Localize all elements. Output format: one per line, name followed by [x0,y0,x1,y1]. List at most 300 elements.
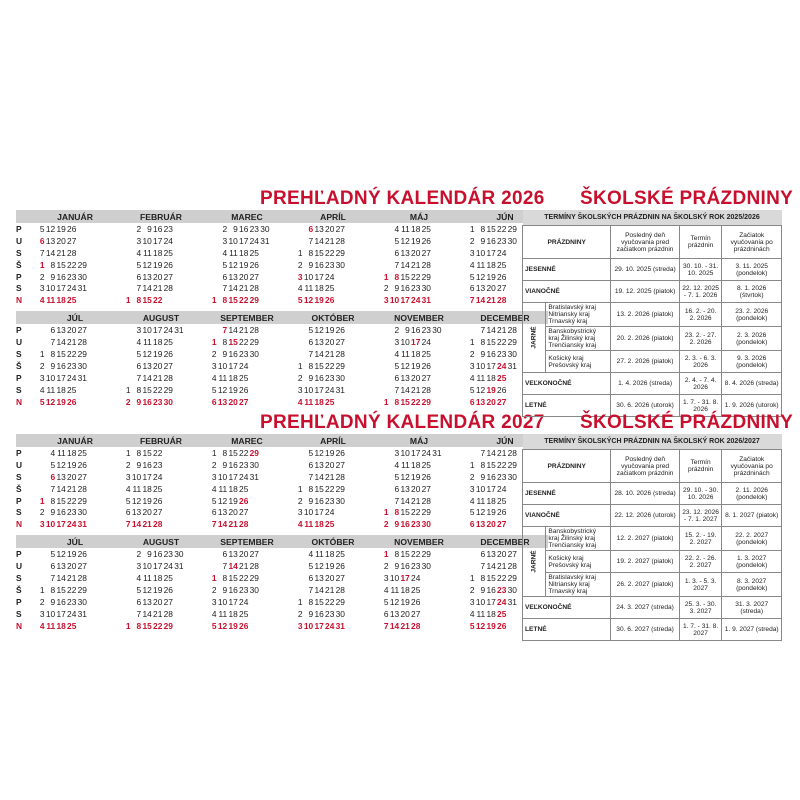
day-number: 1 [383,507,389,518]
day-number: 10 [400,337,410,348]
day-number: 28 [249,561,259,572]
day-number: 17 [56,372,66,383]
holiday-name: JESENNÉ [523,483,611,505]
month-days [32,247,118,259]
day-number: 13 [228,549,238,560]
day-number: 2 [469,584,475,595]
month-days [204,584,290,596]
day-number: 19 [400,596,410,607]
day-number: 21 [153,283,163,294]
month-days [290,235,376,247]
day-number: 3 [39,372,45,383]
day-number: 28 [77,572,87,583]
day-number: 1 [125,384,131,395]
day-number: 17 [56,608,66,619]
month-days [376,506,462,518]
day-number: 10 [303,507,314,518]
day-number: 12 [389,596,400,607]
day-number: 9 [480,584,486,595]
day-number: 31 [507,596,517,607]
day-label: N [16,519,23,530]
day-number: 25 [239,483,249,494]
day-number: 27 [77,471,87,482]
holiday-start: 22. 2. 2027 (pondelok) [722,527,782,551]
day-number: 25 [497,259,507,270]
day-number: 23 [325,372,335,383]
day-number: 3 [211,360,217,371]
month-days [376,495,462,507]
month-days [32,360,118,372]
month-days [32,384,118,396]
day-label: P [16,271,22,282]
day-number: 27 [239,396,249,407]
month-days [118,223,204,235]
day-number: 27 [411,608,421,619]
day-number: 6 [50,325,56,336]
day-number: 5 [39,223,45,234]
day-number: 21 [325,471,335,482]
day-number: 15 [142,447,152,458]
month-days [118,459,204,471]
month-name: MÁJ [376,210,462,223]
month-days [376,271,462,283]
day-number: 28 [153,519,163,530]
day-number: 11 [143,337,152,348]
week-row [16,348,548,360]
day-number: 7 [480,325,486,336]
week-row [16,620,548,632]
day-number: 23 [411,283,421,294]
day-number: 25 [67,620,77,631]
day-number: 4 [297,519,303,530]
column-header: Termín prázdnin [679,450,722,483]
day-number: 20 [153,360,163,371]
day-number: 13 [486,549,496,560]
day-number: 31 [77,519,87,530]
day-number: 4 [136,247,142,258]
day-number: 28 [335,348,345,359]
day-number: 19 [153,348,163,359]
holiday-last: 13. 2. 2026 (piatok) [611,303,679,327]
day-number: 8 [394,271,400,282]
day-number: 13 [475,283,486,294]
day-number: 20 [67,325,77,336]
day-number: 12 [400,360,410,371]
holiday-start: 31. 3. 2027 (streda) [722,597,782,619]
day-number: 1 [469,459,475,470]
day-number: 2 [39,507,45,518]
month-days [32,259,118,271]
day-number: 14 [314,235,324,246]
day-number: 28 [421,495,431,506]
day-number: 15 [142,384,152,395]
month-days [376,620,462,632]
day-number: 24 [67,372,77,383]
month-days [118,247,204,259]
month-days [376,324,462,336]
month-days [204,223,290,235]
day-number: 18 [411,459,421,470]
day-number: 13 [389,608,400,619]
day-number: 22 [67,495,77,506]
header-row [523,226,782,259]
day-number: 25 [67,384,77,395]
day-number: 12 [56,459,66,470]
month-days [290,447,376,459]
day-number: 6 [125,507,131,518]
day-number: 20 [325,459,335,470]
day-number: 2 [297,259,303,270]
day-number: 28 [67,247,77,258]
calendar-2027 [16,434,548,631]
day-number: 4 [136,572,142,583]
day-number: 25 [497,495,507,506]
day-number: 10 [45,283,56,294]
day-number: 4 [469,372,475,383]
day-number: 26 [335,325,345,336]
day-number: 19 [228,620,238,631]
day-number: 9 [308,259,314,270]
day-number: 15 [400,507,410,518]
day-number: 26 [497,620,507,631]
day-number: 31 [260,235,270,246]
day-number: 31 [507,360,517,371]
day-number: 14 [142,608,152,619]
day-number: 17 [314,384,324,395]
day-number: 29 [335,596,345,607]
holiday-term: 29. 10. - 30. 10. 2026 [679,483,722,505]
day-number: 21 [239,283,249,294]
day-number: 9 [394,561,400,572]
day-number: 24 [163,325,173,336]
day-number: 14 [475,295,486,306]
day-number: 12 [45,396,56,407]
day-number: 5 [469,271,475,282]
day-number: 9 [222,348,228,359]
calendar-grid [16,210,548,407]
week-row [16,259,548,271]
day-label: P [16,495,22,506]
day-number: 3 [222,235,228,246]
day-number: 8 [136,295,142,306]
day-number: 20 [142,507,152,518]
month-days [376,336,462,348]
day-number: 15 [400,549,410,560]
day-number: 23 [163,223,173,234]
day-number: 12 [217,620,228,631]
day-number: 9 [394,283,400,294]
day-number: 10 [142,235,152,246]
day-number: 26 [249,259,259,270]
day-number: 20 [153,271,163,282]
day-label: S [16,348,22,359]
day-number: 6 [469,283,475,294]
month-days [376,459,462,471]
day-number: 13 [314,223,324,234]
day-number: 1 [469,223,475,234]
holiday-start: 1. 9. 2027 (streda) [722,619,782,641]
day-number: 18 [67,447,77,458]
month-name: APRÍL [290,434,376,447]
day-number: 27 [421,247,431,258]
day-number: 4 [125,483,131,494]
day-number: 30 [77,507,87,518]
day-number: 27 [497,283,507,294]
day-number: 13 [400,372,410,383]
day-number: 17 [486,483,496,494]
week-row [16,223,548,235]
day-label: S [16,247,22,258]
day-number: 13 [217,507,228,518]
month-days [204,324,290,336]
day-number: 8 [480,223,486,234]
day-number: 27 [335,223,345,234]
day-number: 3 [297,620,303,631]
day-number: 28 [77,337,87,348]
month-header-row [16,210,548,223]
week-row [16,396,548,408]
day-number: 29 [507,337,517,348]
month-days [204,483,290,495]
calendar-title-2026: PREHĽADNÝ KALENDÁR 2026 [260,188,545,209]
day-number: 9 [405,325,410,336]
day-number: 18 [56,620,66,631]
day-number: 27 [77,561,87,572]
holiday-last: 19. 12. 2025 (piatok) [611,281,679,303]
day-number: 13 [56,471,66,482]
day-number: 5 [50,459,56,470]
day-number: 14 [314,584,324,595]
day-number: 30 [507,584,517,595]
day-number: 16 [400,283,410,294]
day-number: 24 [497,483,507,494]
day-number: 12 [45,223,56,234]
column-header: Termín prázdnin [679,226,722,259]
month-days [290,584,376,596]
week-row [16,235,548,247]
day-number: 20 [486,396,496,407]
day-number: 21 [56,247,66,258]
day-number: 5 [211,620,217,631]
day-number: 6 [136,271,142,282]
region: Bratislavský kraj Nitriansky kraj Trnavský kraj [546,573,611,597]
day-number: 5 [211,495,217,506]
day-number: 7 [136,372,142,383]
month-days [118,235,204,247]
column-header: Posledný deň vyučovania pred začiatkom prázdnin [611,450,679,483]
day-number: 20 [67,561,77,572]
day-number: 21 [325,584,335,595]
day-number: 5 [394,471,400,482]
month-days [204,518,290,530]
day-number: 9 [480,348,486,359]
day-number: 20 [325,337,335,348]
day-number: 19 [486,384,496,395]
month-days [204,360,290,372]
day-number: 27 [163,271,173,282]
day-number: 26 [335,561,345,572]
day-number: 23 [325,495,335,506]
day-number: 5 [125,495,131,506]
month-days [376,572,462,584]
week-row [16,471,548,483]
month-days [376,247,462,259]
week-row [16,495,548,507]
month-days [290,596,376,608]
month-days [32,506,118,518]
day-number: 10 [475,247,486,258]
day-number: 14 [486,561,496,572]
day-number: 30 [249,348,259,359]
day-number: 30 [507,235,517,246]
day-number: 7 [50,572,56,583]
month-days [32,483,118,495]
day-number: 6 [222,271,228,282]
day-number: 10 [217,471,228,482]
day-number: 11 [390,584,400,595]
caption-row [523,434,782,450]
day-number: 11 [304,283,314,294]
day-number: 22 [153,384,163,395]
day-number: 25 [497,372,507,383]
day-number: 3 [469,360,475,371]
month-days [290,495,376,507]
day-number: 11 [46,295,56,306]
day-number: 15 [56,348,66,359]
month-days [376,596,462,608]
day-number: 21 [400,620,410,631]
day-number: 26 [67,396,77,407]
day-number: 17 [239,235,249,246]
day-number: 14 [131,519,142,530]
month-days [118,348,204,360]
day-number: 19 [325,561,335,572]
month-days [290,324,376,336]
day-number: 12 [217,495,228,506]
month-name: NOVEMBER [376,535,462,548]
holiday-start: 1. 9. 2026 (utorok) [722,395,782,417]
day-number: 24 [411,295,421,306]
day-number: 29 [77,584,87,595]
day-number: 17 [411,447,421,458]
day-number: 20 [325,572,335,583]
month-name: DECEMBER [462,311,548,324]
holiday-start: 8. 4. 2026 (streda) [722,373,782,395]
day-number: 22 [497,459,507,470]
day-number: 20 [400,608,410,619]
day-number: 7 [480,447,486,458]
day-number: 14 [314,471,324,482]
day-number: 12 [475,384,486,395]
month-days [32,584,118,596]
day-number: 2 [125,459,131,470]
month-days [204,396,290,408]
month-days [32,620,118,632]
day-number: 1 [383,549,389,560]
day-number: 9 [480,235,486,246]
day-number: 4 [39,295,45,306]
week-row [16,271,548,283]
day-number: 15 [56,259,66,270]
day-number: 5 [394,360,400,371]
day-number: 2 [297,372,303,383]
day-number: 19 [314,295,324,306]
month-name: JANUÁR [32,434,118,447]
day-number: 26 [163,348,173,359]
header-corner [16,434,32,447]
day-number: 29 [507,572,517,583]
day-number: 5 [136,348,142,359]
day-number: 3 [136,561,142,572]
day-number: 7 [125,519,131,530]
holiday-term: 22. 12. 2025 - 7. 1. 2026 [679,281,722,303]
day-number: 25 [325,396,335,407]
day-number: 18 [325,549,335,560]
day-label: S [16,608,22,619]
day-number: 22 [153,447,163,458]
month-days [290,294,376,306]
day-number: 11 [476,608,486,619]
day-number: 16 [411,325,421,336]
day-number: 9 [147,223,152,234]
week-row [16,560,548,572]
day-number: 14 [486,325,496,336]
holiday-row [523,483,782,505]
day-number: 16 [486,235,496,246]
day-number: 11 [304,519,314,530]
month-name: FEBRUÁR [118,210,204,223]
region: Bratislavský kraj Nitriansky kraj Trnavský kraj [546,303,611,327]
day-number: 6 [136,360,142,371]
day-label: Š [16,259,22,270]
holiday-start: 8. 3. 2027 (pondelok) [722,573,782,597]
day-number: 17 [153,325,163,336]
day-number: 17 [56,283,66,294]
column-header: Začiatok vyučovania po prázdninách [722,450,782,483]
day-number: 10 [303,620,314,631]
day-number: 13 [228,271,238,282]
day-number: 28 [239,519,249,530]
day-number: 24 [153,471,163,482]
day-number: 17 [400,572,410,583]
day-number: 30 [421,519,431,530]
day-number: 16 [142,459,152,470]
table-caption: TERMÍNY ŠKOLSKÝCH PRÁZDNIN NA ŠKOLSKÝ ROK 2025/2026 [523,210,782,226]
day-number: 8 [222,572,228,583]
day-number: 7 [383,620,389,631]
day-number: 24 [325,271,335,282]
day-number: 6 [308,337,314,348]
day-number: 27 [421,372,431,383]
holiday-name: VIANOČNÉ [523,505,611,527]
day-number: 13 [217,396,228,407]
holiday-term: 2. 4. - 7. 4. 2026 [679,373,722,395]
month-days [118,259,204,271]
day-number: 26 [239,620,249,631]
day-number: 6 [211,396,217,407]
day-number: 29 [421,271,431,282]
holiday-term: 1. 3. - 5. 3. 2027 [679,573,722,597]
day-number: 22 [239,447,249,458]
day-number: 2 [211,459,217,470]
month-days [118,572,204,584]
day-number: 3 [39,283,45,294]
day-number: 13 [475,519,486,530]
month-days [32,223,118,235]
day-number: 6 [136,596,142,607]
day-number: 29 [77,495,87,506]
month-days [376,518,462,530]
